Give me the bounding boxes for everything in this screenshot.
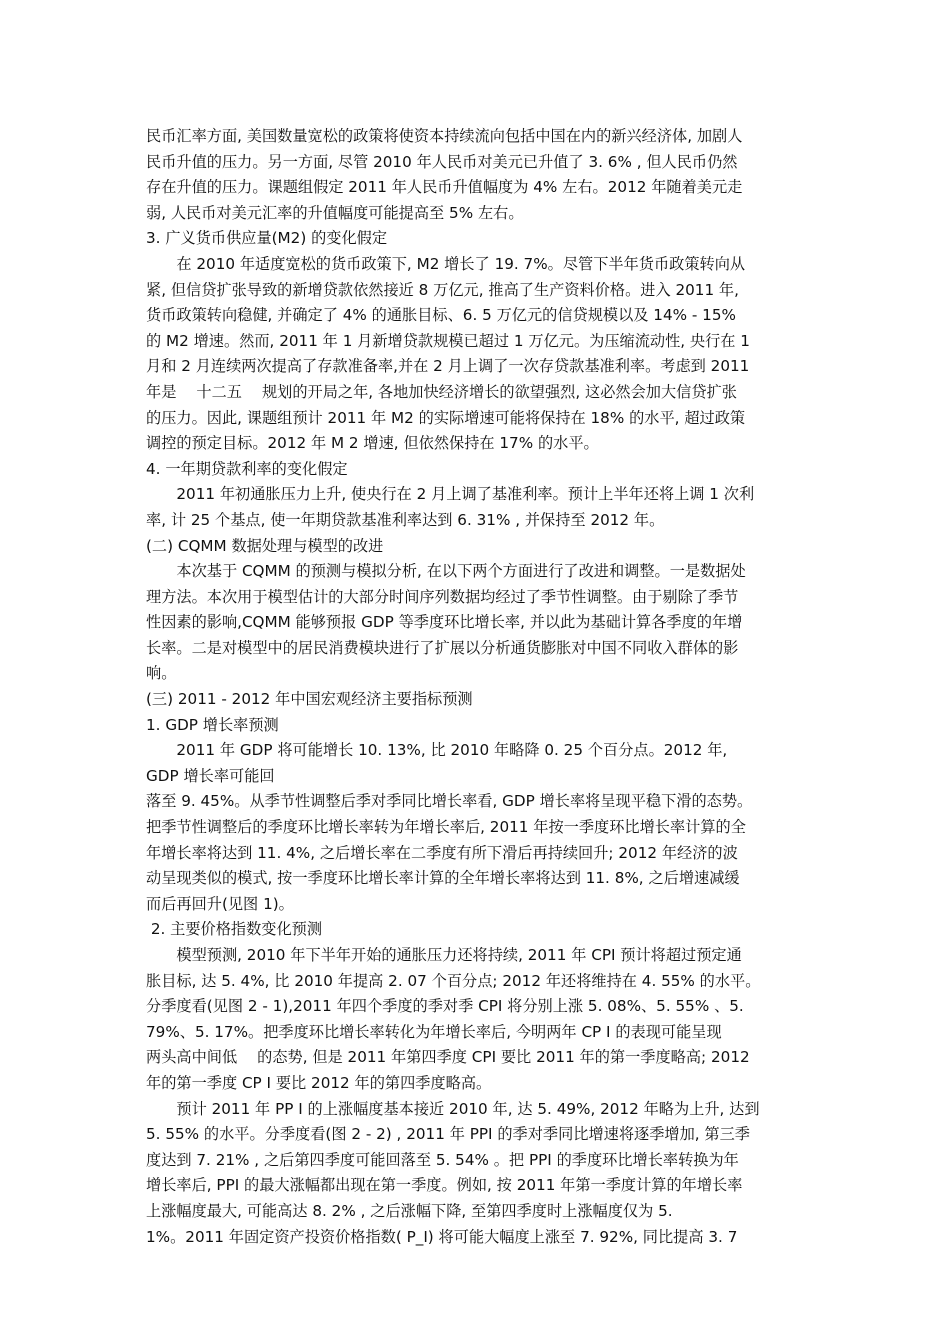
section-heading: 4. 一年期贷款利率的变化假定 (146, 459, 348, 478)
text-line: 紧, 但信贷扩张导致的新增贷款依然接近 8 万亿元, 推高了生产资料价格。进入 2011 年, (146, 280, 739, 299)
text-line: 2011 年初通胀压力上升, 使央行在 2 月上调了基准利率。预计上半年还将上调 1 次利 (146, 485, 755, 504)
text-line: 年增长率将达到 11. 4%, 之后增长率在二季度有所下滑后再持续回升; 2012 年经济的波 (146, 843, 738, 862)
text-line: 存在升值的压力。课题组假定 2011 年人民币升值幅度为 4% 左右。2012 年随着美元走 (146, 178, 743, 197)
text-line: 在 2010 年适度宽松的货币政策下, M2 增长了 19. 7%。尽管下半年货币政策转向从 (146, 254, 746, 273)
text-line: 本次基于 CQMM 的预测与模拟分析, 在以下两个方面进行了改进和调整。一是数据处 (146, 562, 746, 581)
text-line: 的压力。因此, 课题组预计 2011 年 M2 的实际增速可能将保持在 18% 的水平, 超过政策 (146, 408, 746, 427)
section-heading: 3. 广义货币供应量(M2) 的变化假定 (146, 229, 388, 248)
section-heading: (三) 2011 - 2012 年中国宏观经济主要指标预测 (146, 690, 473, 709)
document-body (146, 124, 810, 1250)
text-line: 调控的预定目标。2012 年 M 2 增速, 但依然保持在 17% 的水平。 (146, 434, 599, 453)
text-line: 把季节性调整后的季度环比增长率转为年增长率后, 2011 年按一季度环比增长率计算的全 (146, 818, 746, 837)
text-line: 月和 2 月连续两次提高了存款准备率,并在 2 月上调了一次存贷款基准利率。考虑到 2011 (146, 357, 750, 376)
text-line: 年的第一季度 CP I 要比 2012 年的第四季度略高。 (146, 1073, 492, 1092)
text-line: 增长率后, PPI 的最大涨幅都出现在第一季度。例如, 按 2011 年第一季度计算的年增长率 (146, 1176, 743, 1195)
text-line: 5. 55% 的水平。分季度看(图 2 - 2) , 2011 年 PPI 的季对季同比增速将逐季增加, 第三季 (146, 1125, 750, 1144)
text-line: 理方法。本次用于模型估计的大部分时间序列数据均经过了季节性调整。由于剔除了季节 (146, 587, 739, 606)
text-line: 弱, 人民币对美元汇率的升值幅度可能提高至 5% 左右。 (146, 203, 524, 222)
text-line: 度达到 7. 21% , 之后第四季度可能回落至 5. 54% 。把 PPI 的季度环比增长率转换为年 (146, 1150, 739, 1169)
text-line: 2011 年 GDP 将可能增长 10. 13%, 比 2010 年略降 0. 25 个百分点。2012 年, (146, 741, 728, 760)
text-line: 民币升值的压力。另一方面, 尽管 2010 年人民币对美元已升值了 3. 6% , 但人民币仍然 (146, 152, 738, 171)
text-line: GDP 增长率可能回 (146, 766, 275, 785)
text-line: 落至 9. 45%。从季节性调整后季对季同比增长率看, GDP 增长率将呈现平稳下滑的态势。 (146, 792, 753, 811)
text-line: 而后再回升(见图 1)。 (146, 894, 294, 913)
text-line: 分季度看(见图 2 - 1),2011 年四个季度的季对季 CPI 将分别上涨 5. 08%、5. 55% 、5. (146, 997, 744, 1016)
text-line: 模型预测, 2010 年下半年开始的通胀压力还将持续, 2011 年 CPI 预计将超过预定通 (146, 946, 742, 964)
section-heading: 2. 主要价格指数变化预测 (146, 920, 323, 939)
text-line: 长率。二是对模型中的居民消费模块进行了扩展以分析通货膨胀对中国不同收入群体的影 (146, 638, 739, 657)
text-line: 率, 计 25 个基点, 使一年期贷款基准利率达到 6. 31% , 并保持至 2012 年。 (146, 510, 665, 529)
text-line: 性因素的影响,CQMM 能够预报 GDP 等季度环比增长率, 并以此为基础计算各季度的年增 (146, 613, 743, 632)
text-line: 胀目标, 达 5. 4%, 比 2010 年提高 2. 07 个百分点; 2012 年还将维持在 4. 55% 的水平。 (146, 971, 761, 990)
text-line: 79%、5. 17%。把季度环比增长率转化为年增长率后, 今明两年 CP I 的表现可能呈现 (146, 1022, 722, 1041)
text-line: 动呈现类似的模式, 按一季度环比增长率计算的全年增长率将达到 11. 8%, 之后增速减缓 (146, 869, 740, 888)
text-line: 上涨幅度最大, 可能高达 8. 2% , 之后涨幅下降, 至第四季度时上涨幅度仅为 5. (146, 1201, 673, 1220)
section-heading: 1. GDP 增长率预测 (146, 715, 279, 734)
text-line: 预计 2011 年 PP I 的上涨幅度基本接近 2010 年, 达 5. 49%, 2012 年略为上升, 达到 (146, 1099, 760, 1118)
section-heading: (二) CQMM 数据处理与模型的改进 (146, 536, 384, 555)
text-line: 响。 (146, 664, 177, 683)
text-line: 年是 十二五 规划的开局之年, 各地加快经济增长的欲望强烈, 这必然会加大信贷扩张 (146, 382, 737, 401)
text-line: 两头高中间低 的态势, 但是 2011 年第四季度 CPI 要比 2011 年的第一季度略高; 2012 (146, 1048, 750, 1067)
text-line: 民币汇率方面, 美国数量宽松的政策将使资本持续流向包括中国在内的新兴经济体, 加剧人 (146, 127, 743, 145)
text-line: 货币政策转向稳健, 并确定了 4% 的通胀目标、6. 5 万亿元的信贷规模以及 14% - 15% (146, 306, 736, 325)
text-line: 1%。2011 年固定资产投资价格指数( P_I) 将可能大幅度上涨至 7. 92%, 同比提高 3. 7 (146, 1227, 738, 1246)
text-line: 的 M2 增速。然而, 2011 年 1 月新增贷款规模已超过 1 万亿元。为压缩流动性, 央行在 1 (146, 331, 750, 350)
